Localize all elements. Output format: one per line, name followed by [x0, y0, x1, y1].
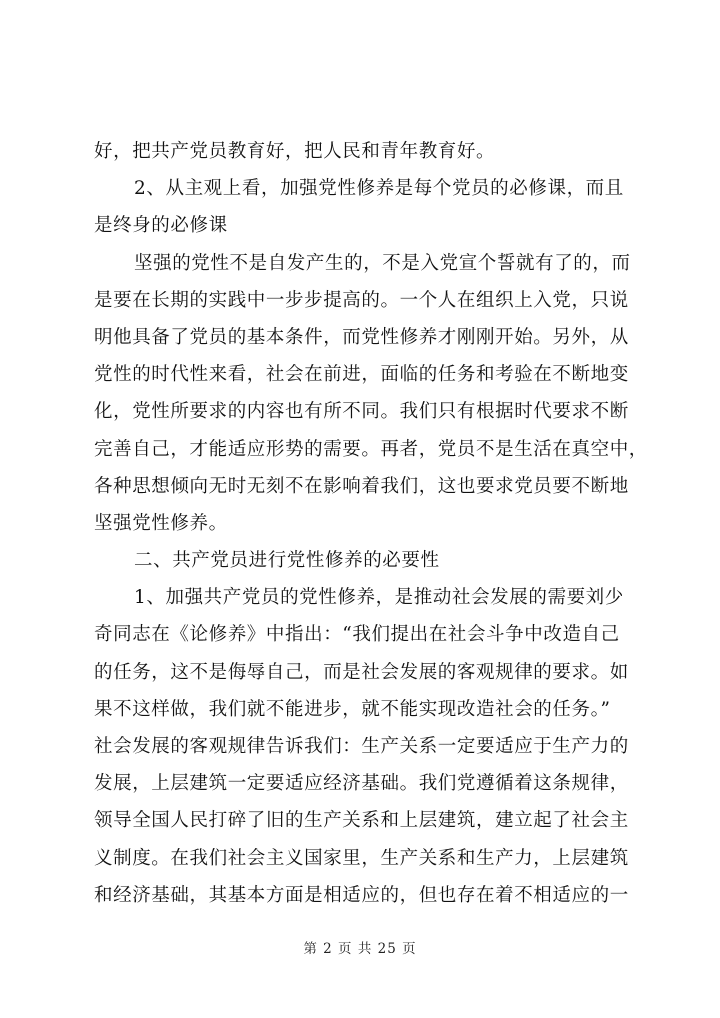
- text-line: 的任务，这不是侮辱自己，而是社会发展的客观规律的要求。如: [94, 661, 629, 683]
- text-line: 1、加强共产党员的党性修养，是推动社会发展的需要刘少: [134, 587, 624, 609]
- body-text: [94, 133, 648, 914]
- text-line: 完善自己，才能适应形势的需要。再者，党员不是生活在真空中，: [94, 438, 648, 460]
- text-line: 奇同志在《论修养》中指出：“我们提出在社会斗争中改造自己: [94, 624, 620, 646]
- text-line: 2、从主观上看，加强党性修养是每个党员的必修课，而且: [134, 178, 624, 200]
- text-line: 是终身的必修课: [94, 215, 228, 237]
- text-line: 化，党性所要求的内容也有所不同。我们只有根据时代要求不断: [94, 401, 629, 423]
- text-line: 党性的时代性来看，社会在前进，面临的任务和考验在不断地变: [94, 364, 629, 386]
- section-heading: 二、共产党员进行党性修养的必要性: [134, 550, 440, 572]
- text-line: 坚强党性修养。: [94, 512, 228, 534]
- text-line: 社会发展的客观规律告诉我们：生产关系一定要适应于生产力的: [94, 736, 629, 757]
- text-line: 是要在长期的实践中一步步提高的。一个人在组织上入党，只说: [94, 289, 629, 311]
- text-line: 各种思想倾向无时无刻不在影响着我们，这也要求党员要不断地: [94, 475, 629, 497]
- text-line: 义制度。在我们社会主义国家里，生产关系和生产力，上层建筑: [94, 847, 629, 869]
- text-line: 明他具备了党员的基本条件，而党性修养才刚刚开始。另外，从: [94, 326, 629, 348]
- text-line: 发展，上层建筑一定要适应经济基础。我们党遵循着这条规律，: [94, 773, 629, 795]
- text-line: 果不这样做，我们就不能进步，就不能实现改造社会的任务。”: [94, 698, 611, 720]
- text-line: 好，把共产党员教育好，把人民和青年教育好。: [94, 141, 496, 162]
- text-line: 坚强的党性不是自发产生的，不是入党宣个誓就有了的，而: [134, 252, 631, 274]
- text-line: 和经济基础，其基本方面是相适应的，但也存在着不相适应的一: [94, 884, 629, 906]
- text-line: 领导全国人民打碎了旧的生产关系和上层建筑，建立起了社会主: [94, 810, 629, 832]
- page-number: 第 2 页 共 25 页: [303, 941, 417, 957]
